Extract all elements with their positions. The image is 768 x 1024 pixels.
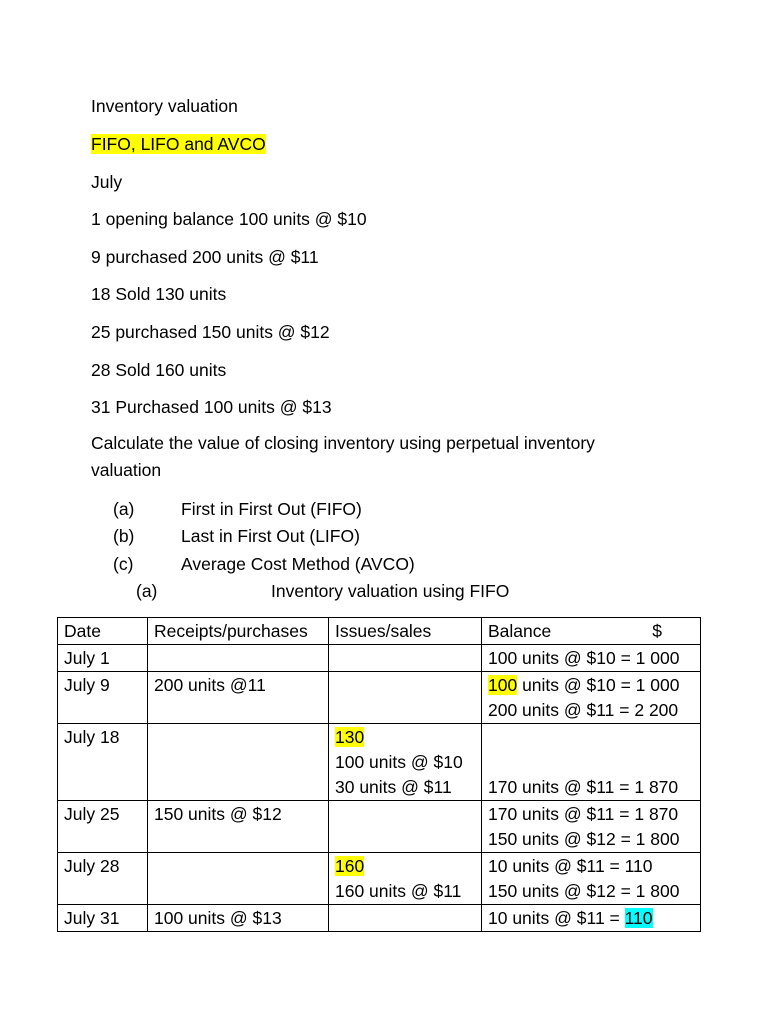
cell-receipt: 150 units @ $12: [148, 801, 329, 853]
method-tag: (a): [113, 499, 135, 519]
issue-total-highlight: 130: [335, 727, 365, 747]
balance-text: 170 units @ $11 = 1 870: [488, 804, 679, 824]
issue-text: 30 units @ $11: [335, 777, 452, 797]
question-text: Calculate the value of closing inventory using perpetual inventory valuation: [91, 433, 595, 480]
table-row: [58, 905, 701, 932]
balance-text: 10 units @ $11 =: [488, 908, 625, 928]
subtitle-highlight: FIFO, LIFO and AVCO: [91, 134, 266, 154]
balance-text: 10 units @ $11 = 110: [488, 856, 653, 876]
method-label: First in First Out (FIFO): [181, 499, 362, 519]
table-row: [58, 724, 701, 801]
cell-balance: [482, 853, 701, 905]
cell-receipt: [148, 645, 329, 672]
header-currency: $: [652, 621, 662, 641]
issue-text: 160 units @ $11: [335, 881, 462, 901]
transaction-line: 9 purchased 200 units @ $11: [91, 247, 319, 267]
header-receipts: Receipts/purchases: [148, 618, 329, 645]
cell-receipt: [148, 724, 329, 801]
transaction-line: 1 opening balance 100 units @ $10: [91, 209, 367, 229]
cell-receipt: [148, 853, 329, 905]
cell-balance: [482, 672, 701, 724]
method-item: [113, 498, 362, 520]
transaction-line: 31 Purchased 100 units @ $13: [91, 397, 332, 417]
cell-receipt: 200 units @11: [148, 672, 329, 724]
balance-text: 170 units @ $11 = 1 870: [488, 777, 679, 797]
table-header-row: [58, 618, 701, 645]
doc-title: Inventory valuation: [91, 96, 238, 116]
table-row: [58, 853, 701, 905]
cell-issue: [329, 724, 482, 801]
transaction-line: 25 purchased 150 units @ $12: [91, 322, 330, 342]
cell-balance: 100 units @ $10 = 1 000: [482, 645, 701, 672]
cell-issue: [329, 801, 482, 853]
header-balance-label: Balance: [488, 621, 552, 641]
balance-highlight: 100: [488, 675, 518, 695]
section-tag: (a): [136, 581, 158, 601]
balance-text: 150 units @ $12 = 1 800: [488, 881, 680, 901]
balance-text: units @ $10 = 1 000: [517, 675, 680, 695]
cell-issue: [329, 645, 482, 672]
cell-issue: [329, 853, 482, 905]
closing-value-highlight: 110: [624, 908, 653, 928]
month-label: July: [91, 172, 123, 192]
cell-date: July 18: [58, 724, 148, 801]
cell-date: July 9: [58, 672, 148, 724]
header-date: Date: [58, 618, 148, 645]
issue-total-highlight: 160: [335, 856, 365, 876]
cell-date: July 31: [58, 905, 148, 932]
cell-issue: [329, 905, 482, 932]
cell-balance: [482, 905, 701, 932]
method-item: [113, 553, 415, 575]
section-heading: [136, 580, 509, 602]
transaction-line: 18 Sold 130 units: [91, 284, 227, 304]
cell-issue: [329, 672, 482, 724]
header-issues: Issues/sales: [329, 618, 482, 645]
table-row: [58, 801, 701, 853]
doc-subtitle: [91, 133, 266, 155]
table-row: [58, 672, 701, 724]
method-label: Average Cost Method (AVCO): [181, 554, 415, 574]
fifo-table: [57, 617, 701, 932]
method-label: Last in First Out (LIFO): [181, 526, 360, 546]
cell-date: July 28: [58, 853, 148, 905]
method-tag: (c): [113, 554, 134, 574]
issue-text: 100 units @ $10: [335, 752, 463, 772]
table-row: [58, 645, 701, 672]
cell-balance: [482, 801, 701, 853]
header-balance: [482, 618, 701, 645]
cell-date: July 1: [58, 645, 148, 672]
cell-balance: [482, 724, 701, 801]
transaction-line: 28 Sold 160 units: [91, 360, 227, 380]
method-tag: (b): [113, 526, 135, 546]
section-label: Inventory valuation using FIFO: [271, 581, 510, 601]
cell-receipt: 100 units @ $13: [148, 905, 329, 932]
balance-text: 200 units @ $11 = 2 200: [488, 700, 679, 720]
balance-text: 150 units @ $12 = 1 800: [488, 829, 680, 849]
method-item: [113, 525, 360, 547]
cell-date: July 25: [58, 801, 148, 853]
